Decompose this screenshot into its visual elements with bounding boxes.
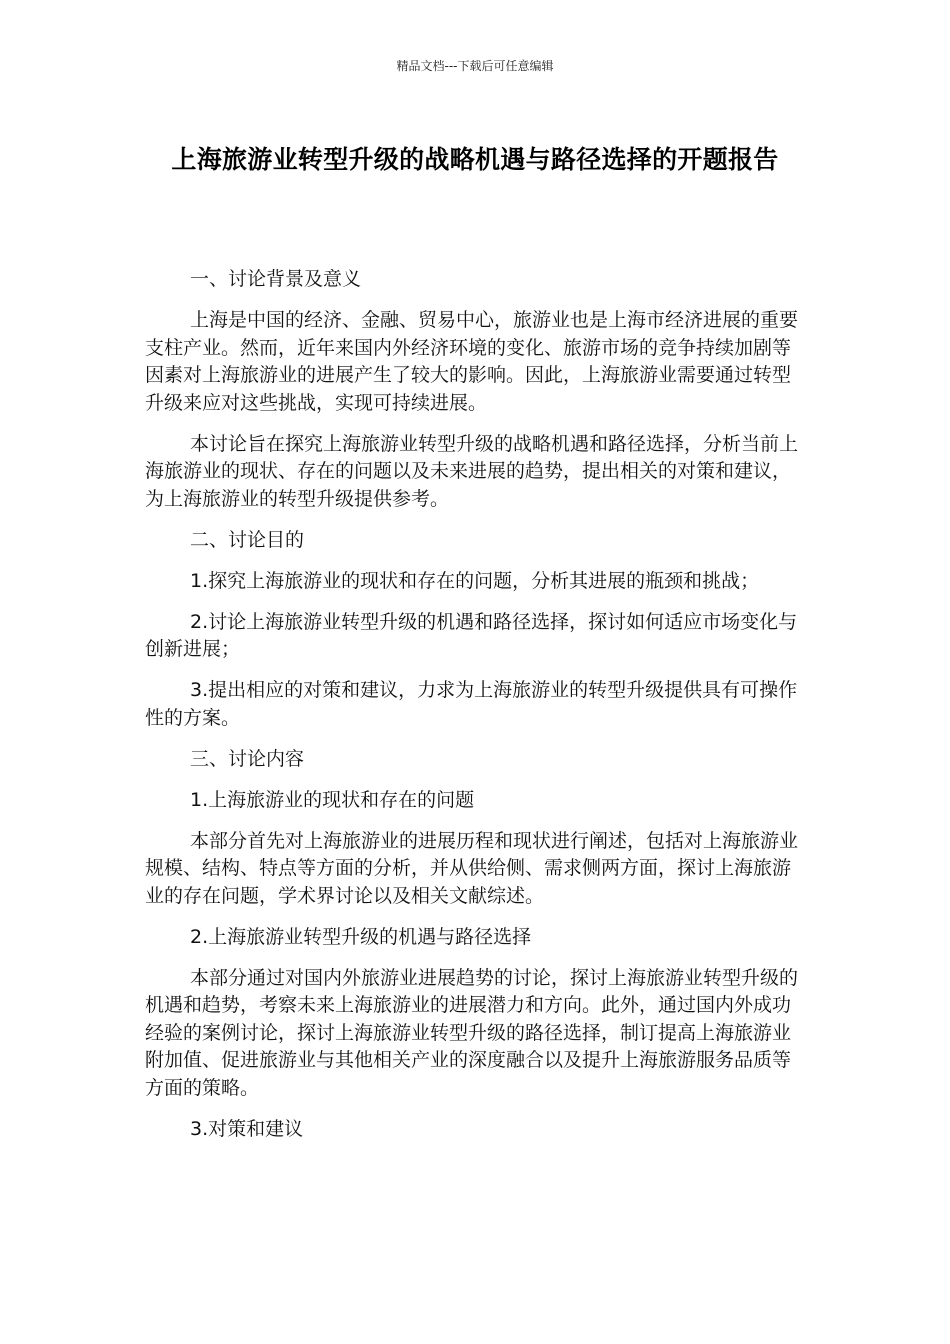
objective-item-1: 1.探究上海旅游业的现状和存在的问题，分析其进展的瓶颈和挑战；: [190, 569, 760, 592]
section-heading-content: 三、讨论内容: [190, 747, 305, 770]
paragraph-status: 本部分首先对上海旅游业的进展历程和现状进行阐述，包括对上海旅游业规模、结构、特点等方面的分析，并从供给侧、需求侧两方面，探讨上海旅游业的存在问题，学术界讨论以及相关文献综述。: [145, 829, 799, 907]
objective-item-2: 2.讨论上海旅游业转型升级的机遇和路径选择，探讨如何适应市场变化与创新进展；: [145, 610, 798, 660]
section-heading-objectives: 二、讨论目的: [190, 528, 305, 551]
subsection-heading-recommendations: 3.对策和建议: [190, 1117, 304, 1140]
paragraph-background: 上海是中国的经济、金融、贸易中心，旅游业也是上海市经济进展的重要支柱产业。然而，近年来国内外经济环境的变化、旅游市场的竞争持续加剧等因素对上海旅游业的进展产生了较大的影响。因此，上海旅游业需要通过转型升级来应对这些挑战，实现可持续进展。: [145, 309, 799, 414]
document-title: 上海旅游业转型升级的战略机遇与路径选择的开题报告: [171, 145, 779, 174]
subsection-heading-opportunities: 2.上海旅游业转型升级的机遇与路径选择: [190, 925, 532, 948]
paragraph-purpose-intro: 本讨论旨在探究上海旅游业转型升级的战略机遇和路径选择，分析当前上海旅游业的现状、存在的问题以及未来进展的趋势，提出相关的对策和建议，为上海旅游业的转型升级提供参考。: [145, 432, 799, 510]
section-heading-background: 一、讨论背景及意义: [190, 268, 362, 290]
subsection-heading-status: 1.上海旅游业的现状和存在的问题: [190, 788, 475, 811]
objective-item-3: 3.提出相应的对策和建议，力求为上海旅游业的转型升级提供具有可操作性的方案。: [145, 679, 798, 729]
document-body: [145, 266, 805, 1157]
paragraph-opportunities: 本部分通过对国内外旅游业进展趋势的讨论，探讨上海旅游业转型升级的机遇和趋势，考察未来上海旅游业的进展潜力和方向。此外，通过国内外成功经验的案例讨论，探讨上海旅游业转型升级的路径选择，制订提高上海旅游业附加值、促进旅游业与其他相关产业的深度融合以及提升上海旅游服务品质等方面的策略。: [145, 966, 799, 1099]
page-header-watermark: 精品文档---下载后可任意编辑: [396, 59, 554, 73]
